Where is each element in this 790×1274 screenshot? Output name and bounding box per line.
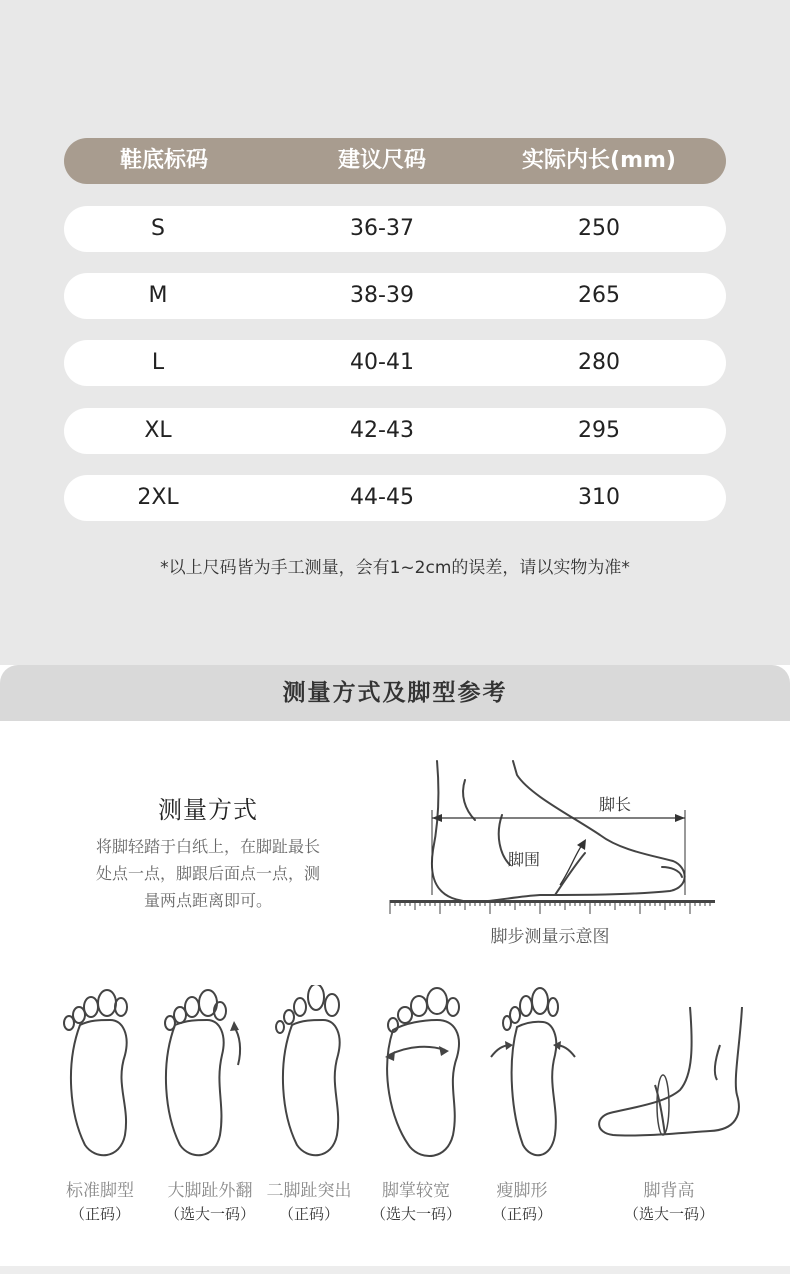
standard-foot-icon (45, 985, 165, 1160)
foot-type-advice: （正码） (491, 1205, 552, 1223)
diagram-caption: 脚步测量示意图 (490, 927, 610, 947)
foot-measure-diagram (380, 755, 730, 920)
row-suggested: 42-43 (350, 418, 414, 443)
description-line: 处点一点，脚跟后面点一点，测 (95, 864, 320, 883)
foot-type-advice: （选大一码） (623, 1205, 714, 1223)
row-length: 295 (578, 418, 620, 443)
description-line: 将脚轻踏于白纸上，在脚趾最长 (95, 837, 320, 856)
arrow-right-icon (675, 814, 685, 822)
row-size-label: M (148, 283, 168, 308)
row-size-label: 2XL (137, 485, 179, 510)
foot-type-label: 脚背高 (643, 1181, 695, 1201)
foot-type-label: 瘦脚形 (496, 1181, 548, 1201)
bunion-foot-icon (150, 985, 270, 1160)
row-suggested: 36-37 (350, 216, 414, 241)
foot-type-label: 脚掌较宽 (382, 1181, 450, 1201)
wide-foot-icon (375, 985, 495, 1160)
foot-type-label: 标准脚型 (66, 1181, 134, 1201)
row-length: 310 (578, 485, 620, 510)
measurement-title: 测量方式 (158, 796, 258, 824)
foot-type-advice: （正码） (69, 1205, 130, 1223)
header-inner-length: 实际内长(mm) (522, 148, 676, 173)
row-size-label: L (151, 350, 165, 375)
description-line: 量两点距离即可。 (143, 891, 272, 910)
foot-type-label: 大脚趾外翻 (167, 1181, 253, 1201)
table-row (64, 408, 726, 454)
foot-type-advice: （选大一码） (164, 1205, 255, 1223)
row-suggested: 38-39 (350, 283, 414, 308)
row-suggested: 44-45 (350, 485, 414, 510)
arrow-up-icon (577, 839, 586, 850)
foot-type-advice: （选大一码） (370, 1205, 461, 1223)
section-title: 测量方式及脚型参考 (0, 665, 790, 721)
header-suggested-size: 建议尺码 (337, 148, 426, 173)
row-length: 265 (578, 283, 620, 308)
table-row (64, 273, 726, 319)
header-sole-size: 鞋底标码 (119, 148, 208, 173)
bottom-strip (0, 1266, 790, 1274)
measurement-note: *以上尺码皆为手工测量，会有1~2cm的误差，请以实物为准* (160, 558, 630, 578)
foot-girth-label: 脚围 (508, 850, 541, 869)
measurement-description (68, 833, 348, 914)
table-row (64, 475, 726, 521)
row-size-label: XL (144, 418, 172, 443)
foot-type-label: 二脚趾突出 (266, 1181, 352, 1201)
row-length: 250 (578, 216, 620, 241)
table-row (64, 206, 726, 252)
foot-type-advice: （正码） (278, 1205, 339, 1223)
slim-foot-icon (485, 985, 605, 1160)
row-suggested: 40-41 (350, 350, 414, 375)
row-size-label: S (151, 216, 165, 241)
foot-length-label: 脚长 (599, 795, 632, 814)
high-instep-foot-icon (595, 985, 755, 1160)
row-length: 280 (578, 350, 620, 375)
size-table-header (64, 138, 726, 184)
table-row (64, 340, 726, 386)
second-toe-foot-icon (262, 985, 382, 1160)
